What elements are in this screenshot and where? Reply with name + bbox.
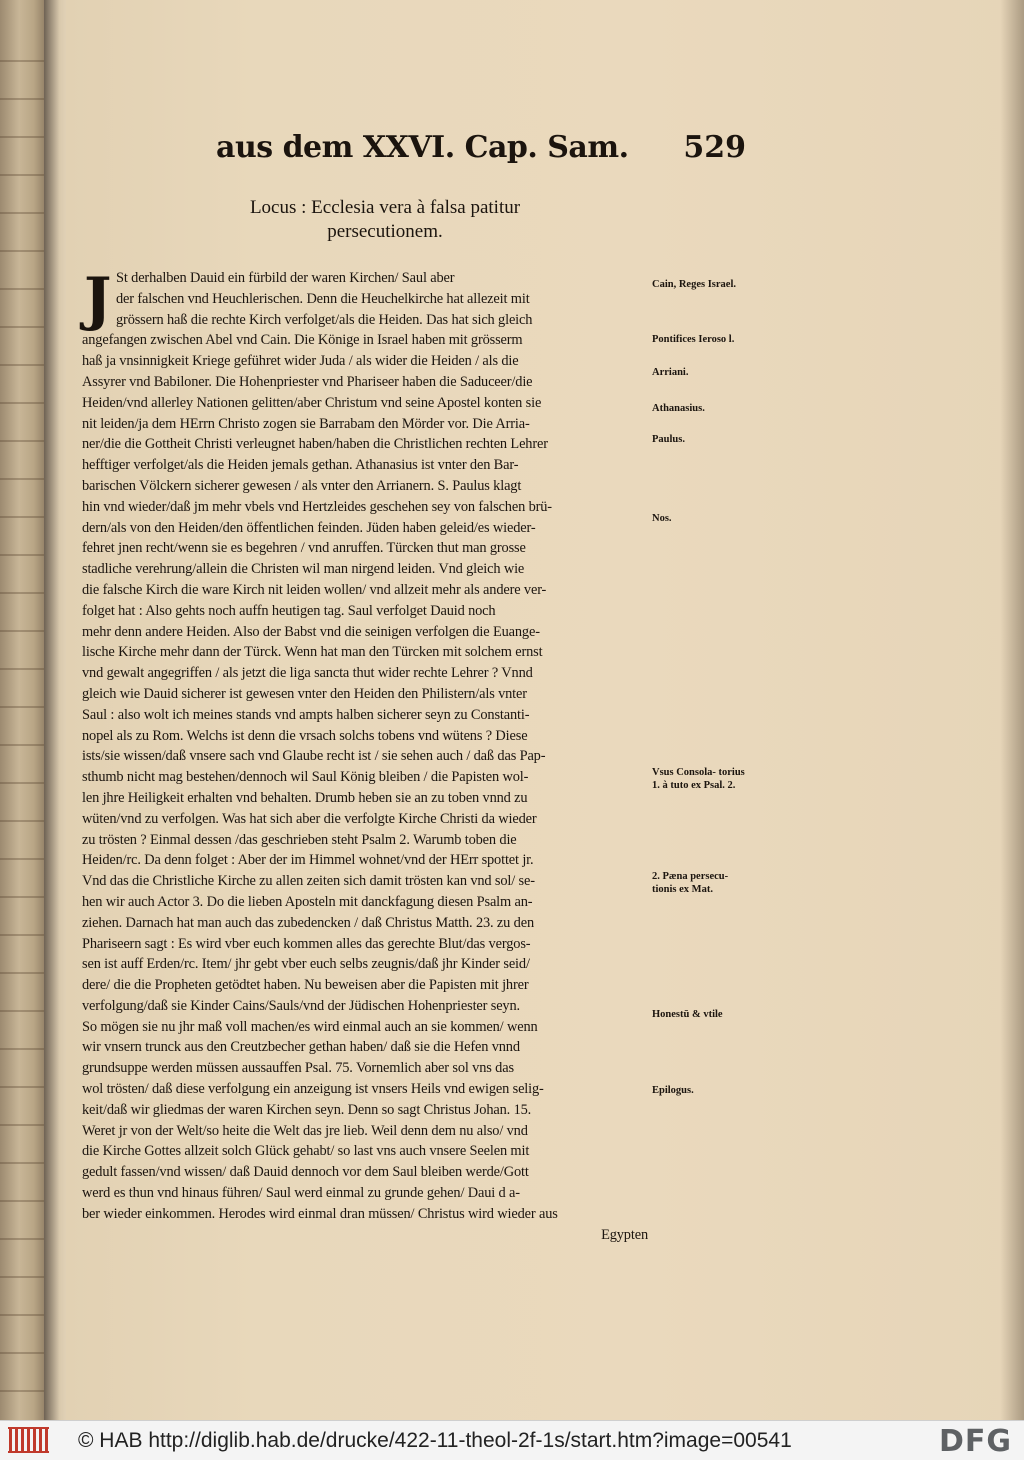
facing-page-text-trace bbox=[0, 706, 44, 708]
facing-page-text-trace bbox=[0, 1162, 44, 1164]
facing-page-edge bbox=[0, 0, 48, 1420]
text-line: dern/als von den Heiden/den öffentlichen feinden. Jüden haben geleid/es wieder- bbox=[82, 519, 536, 536]
text-line: folget hat : Also gehts noch auffn heutigen tag. Saul verfolget Dauid noch bbox=[82, 602, 496, 619]
text-line: So mögen sie nu jhr maß voll machen/es wird einmal auch an sie kommen/ wenn bbox=[82, 1018, 538, 1035]
facing-page-text-trace bbox=[0, 896, 44, 898]
facing-page-text-trace bbox=[0, 516, 44, 518]
facing-page-text-trace bbox=[0, 782, 44, 784]
facing-page-text-trace bbox=[0, 820, 44, 822]
text-line: hin vnd wieder/daß jm mehr vbels vnd Hertzleides geschehen sey von falschen brü- bbox=[82, 498, 552, 515]
text-line: die falsche Kirch die ware Kirch nit leiden wollen/ vnd allzeit mehr als andere ver- bbox=[82, 581, 547, 598]
facing-page-text-trace bbox=[0, 592, 44, 594]
locus-heading-line: Locus : Ecclesia vera à falsa patitur bbox=[249, 197, 521, 218]
text-line: ber wieder einkommen. Herodes wird einmal dran müssen/ Christus wird wieder aus bbox=[82, 1205, 558, 1222]
text-line: sthumb nicht mag bestehen/dennoch wil Saul König bleiben / die Papisten wol- bbox=[82, 769, 529, 786]
text-line: St derhalben Dauid ein fürbild der waren Kirchen/ Saul aber bbox=[116, 270, 455, 286]
text-line: vnd gewalt angegriffen / als jetzt die liga sancta thut wider rechte Lehrer ? Vnnd bbox=[82, 665, 533, 682]
text-line: angefangen zwischen Abel vnd Cain. Die Könige in Israel haben mit grösserm bbox=[82, 332, 523, 349]
text-line: der falschen vnd Heuchlerischen. Denn die Heuchelkirche hat allezeit mit bbox=[116, 290, 530, 307]
text-line: hefftiger verfolget/als die Heiden jemals gethan. Athanasius ist vnter den Bar- bbox=[82, 457, 519, 474]
locus-heading bbox=[220, 196, 550, 244]
text-line: grössern haß die rechte Kirch verfolget/als die Heiden. Das hat sich gleich bbox=[116, 311, 533, 328]
text-line: Weret jr von der Welt/so heite die Welt das jre lieb. Weil denn dem nu also/ vnd bbox=[82, 1122, 528, 1139]
drop-cap-initial: J bbox=[84, 265, 112, 333]
facing-page-text-trace bbox=[0, 858, 44, 860]
facing-page-text-trace bbox=[0, 288, 44, 290]
margin-note: Paulus. bbox=[652, 434, 685, 445]
facing-page-text-trace bbox=[0, 478, 44, 480]
text-line: barischen Völckern sicherer gewesen / als vnter den Arrianern. S. Paulus klagt bbox=[82, 477, 522, 494]
facing-page-text-trace bbox=[0, 1086, 44, 1088]
margin-note: Nos. bbox=[652, 513, 672, 524]
text-line: gleich wie Dauid sicherer ist gewesen vnter den Heiden den Philistern/als vnter bbox=[82, 685, 527, 702]
facing-page-text-trace bbox=[0, 1010, 44, 1012]
footer-source-link[interactable]: © HAB http://diglib.hab.de/drucke/422-11-theol-2f-1s/start.htm?image=00541 bbox=[78, 1429, 792, 1452]
running-title: aus dem XXVI. Cap. Sam. bbox=[216, 130, 629, 165]
text-line: haß ja vnsinnigkeit Kriege geführet wider Juda / als wider die Heiden / als die bbox=[82, 353, 519, 370]
text-line: Vnd das die Christliche Kirche zu allen zeiten sich damit trösten kan vnd sol/ se- bbox=[82, 873, 535, 890]
text-line: ziehen. Darnach hat man auch das zubedencken / daß Christus Matth. 23. zu den bbox=[82, 914, 534, 931]
text-line: werd es thun vnd hinaus führen/ Saul werd einmal zu grunde gehen/ Daui d a- bbox=[82, 1185, 520, 1202]
margin-note: Honestū & vtile bbox=[652, 1009, 723, 1020]
facing-page-text-trace bbox=[0, 1276, 44, 1278]
page-number: 529 bbox=[683, 130, 746, 165]
facing-page-text-trace bbox=[0, 1048, 44, 1050]
text-line: ists/sie wissen/daß vnsere sach vnd Glaube recht ist / sie sehen auch / daß das Pap- bbox=[82, 748, 546, 765]
facing-page-text-trace bbox=[0, 744, 44, 746]
text-line: grundsuppe werden müssen aussauffen Psal. 75. Vornemlich aber sol vns das bbox=[82, 1060, 514, 1077]
footer-bar bbox=[0, 1420, 1024, 1460]
margin-note: Pontifices Ieroso l. bbox=[652, 334, 735, 345]
margin-note: 2. Pæna persecu- tionis ex Mat. bbox=[652, 871, 729, 895]
facing-page-text-trace bbox=[0, 174, 44, 176]
facing-page-text-trace bbox=[0, 98, 44, 100]
facing-page-text-trace bbox=[0, 1200, 44, 1202]
facing-page-text-trace bbox=[0, 402, 44, 404]
text-line: Saul : also wolt ich meines stands vnd ampts halben sicherer seyn zu Constanti- bbox=[82, 706, 530, 723]
text-line: Heiden/rc. Da denn folget : Aber der im Himmel wohnet/vnd der HErr spottet jr. bbox=[82, 852, 534, 869]
text-line: verfolgung/daß sie Kinder Cains/Sauls/vnd der Jüdischen Hohenpriester seyn. bbox=[82, 997, 520, 1014]
facing-page-text-trace bbox=[0, 972, 44, 974]
text-line: fehret jnen recht/wenn sie es begehren / vnd anruffen. Türcken thut man grosse bbox=[82, 540, 526, 557]
facing-page-text-trace bbox=[0, 440, 44, 442]
text-line: lische Kirche mehr dann der Türck. Wenn hat man den Türcken mit solchem ernst bbox=[82, 644, 543, 661]
facing-page-text-trace bbox=[0, 1390, 44, 1392]
margin-note: Epilogus. bbox=[652, 1085, 694, 1096]
facing-page-text-trace bbox=[0, 60, 44, 62]
facing-page-text-trace bbox=[0, 212, 44, 214]
text-line: nopel als zu Rom. Welchs ist denn die vrsach solchs tobens vnd wütens ? Diese bbox=[82, 727, 528, 744]
text-line: keit/daß wir gliedmas der waren Kirchen seyn. Denn so sagt Christus Johan. 15. bbox=[82, 1101, 532, 1118]
text-line: die Kirche Gottes allzeit solch Glück gehabt/ so last vns auch vnsere Seelen mit bbox=[82, 1143, 530, 1160]
facing-page-text-trace bbox=[0, 934, 44, 936]
text-line: Egypten bbox=[601, 1226, 648, 1243]
running-head bbox=[216, 130, 746, 174]
margin-note: Cain, Reges Israel. bbox=[652, 279, 736, 290]
text-line: zu trösten ? Einmal dessen /das geschrieben steht Psalm 2. Warumb toben die bbox=[82, 831, 517, 848]
locus-heading-line: persecutionem. bbox=[327, 221, 443, 242]
page-edge-shadow bbox=[1000, 0, 1024, 1420]
text-line: wir vnsern trunck aus den Creutzbecher gethan haben/ daß sie die Hefen vnnd bbox=[82, 1039, 520, 1056]
facing-page-text-trace bbox=[0, 1352, 44, 1354]
text-line: Heiden/vnd allerley Nationen gelitten/aber Christum vnd seine Apostel konten sie bbox=[82, 394, 542, 411]
text-line: Phariseern sagt : Es wird vber euch kommen alles das gerechte Blut/das vergos- bbox=[82, 935, 531, 952]
facing-page-text-trace bbox=[0, 1238, 44, 1240]
body-text bbox=[82, 265, 648, 1245]
text-line: wüten/vnd zu verfolgen. Was hat sich aber die verfolgte Kirche Christi da wieder bbox=[82, 810, 537, 827]
hab-logo-icon bbox=[8, 1425, 66, 1455]
text-line: wol trösten/ daß diese verfolgung ein anzeigung ist vnsers Heils vnd ewigen selig- bbox=[82, 1081, 544, 1098]
text-line: Assyrer vnd Babiloner. Die Hohenpriester vnd Phariseer haben die Saduceer/die bbox=[82, 373, 533, 390]
margin-note: Athanasius. bbox=[652, 403, 705, 414]
facing-page-text-trace bbox=[0, 326, 44, 328]
facing-page-text-trace bbox=[0, 136, 44, 138]
text-line: sen ist auff Erden/rc. Item/ jhr gebt vber euch selbs zeugnis/daß jhr Kinder seid/ bbox=[82, 956, 530, 973]
text-line: gedult fassen/vnd wissen/ daß Dauid dennoch vor dem Saul bleiben werde/Gott bbox=[82, 1164, 529, 1181]
text-line: nit leiden/ja dem HErrn Christo zogen sie Barrabam den Mörder vor. Die Arria- bbox=[82, 415, 530, 432]
text-line: len jhre Heiligkeit erhalten vnd behalten. Drumb heben sie an zu toben vnnd zu bbox=[82, 789, 528, 806]
text-line: ner/die die Gottheit Christi verleugnet haben/haben die Christlichen rechten Lehrer bbox=[82, 436, 548, 453]
text-line: dere/ die die Propheten getödtet haben. Nu beweisen aber die Papisten mit jhrer bbox=[82, 977, 529, 994]
margin-note: Vsus Consola- torius 1. à tuto ex Psal. 2. bbox=[652, 767, 745, 791]
facing-page-text-trace bbox=[0, 554, 44, 556]
facing-page-text-trace bbox=[0, 1314, 44, 1316]
facing-page-text-trace bbox=[0, 1124, 44, 1126]
facing-page-text-trace bbox=[0, 364, 44, 366]
text-line: stadliche verehrung/allein die Christen wil man nirgend leiden. Vnd gleich wie bbox=[82, 561, 525, 578]
dfg-logo: DFG bbox=[938, 1424, 1012, 1459]
margin-note: Arriani. bbox=[652, 367, 689, 378]
text-line: mehr denn andere Heiden. Also der Babst vnd die seinigen verfolgen die Euange- bbox=[82, 623, 540, 640]
facing-page-text-trace bbox=[0, 630, 44, 632]
facing-page-text-trace bbox=[0, 250, 44, 252]
facing-page-text-trace bbox=[0, 668, 44, 670]
text-line: hen wir auch Actor 3. Do die lieben Aposteln mit danckfagung diesen Psalm an- bbox=[82, 893, 533, 910]
